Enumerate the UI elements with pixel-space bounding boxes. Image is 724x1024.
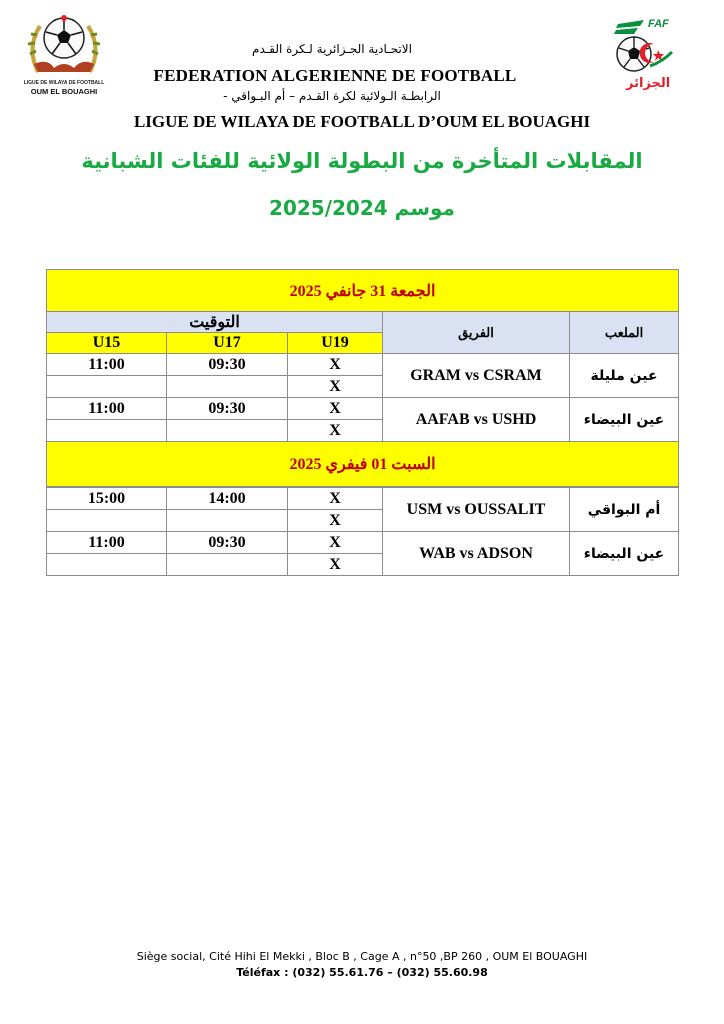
arabic-league-name: الرابطـة الـولائية لكرة القـدم – أم البـواقي - [223, 89, 441, 103]
empty-cell [47, 376, 167, 398]
empty-cell [47, 420, 167, 442]
day-header-row [47, 270, 679, 312]
u19-mark: X [288, 532, 383, 554]
match-row [47, 354, 679, 376]
u15-time: 11:00 [47, 354, 167, 376]
u19-mark: X [288, 554, 383, 576]
u15-time: 15:00 [47, 488, 167, 510]
schedule-table [46, 269, 679, 576]
u17-header: U17 [167, 333, 288, 354]
u19-mark: X [288, 488, 383, 510]
match-row [47, 488, 679, 510]
empty-cell [47, 510, 167, 532]
u15-time: 11:00 [47, 532, 167, 554]
team-header: الفريق [383, 312, 570, 354]
match-row [47, 532, 679, 554]
footer-address: Siège social, Cité Hihi El Mekki , Bloc B , Cage A , n°50 ,BP 260 , OUM El BOUAGHI [136, 950, 588, 963]
french-league-name: LIGUE DE WILAYA DE FOOTBALL D’OUM EL BOUAGHI [133, 112, 591, 131]
footer-phone: Téléfax : (032) 55.61.76 – (032) 55.60.98 [236, 966, 488, 979]
empty-cell [167, 420, 288, 442]
u17-time: 09:30 [167, 354, 288, 376]
league-logo-caption: LIGUE DE WILAYA DE FOOTBALL [23, 80, 105, 86]
time-header: التوقيت [47, 312, 383, 333]
u19-mark: X [288, 354, 383, 376]
day-date: السبت 01 فيفري 2025 [47, 442, 679, 487]
u19-mark: X [288, 398, 383, 420]
season-label: موسم 2025/2024 [269, 196, 455, 220]
match-venue: عين البيضاء [570, 398, 679, 442]
u17-time: 09:30 [167, 532, 288, 554]
match-venue: عين البيضاء [570, 532, 679, 576]
match-teams: WAB vs ADSON [383, 532, 570, 576]
document-title: المقابلات المتأخرة من البطولة الولائية للفئات الشبانية [81, 149, 643, 173]
league-logo-city: OUM EL BOUAGHI [30, 87, 98, 96]
arabic-federation-name: الاتحـادية الجـزائرية لـكرة القـدم [252, 42, 412, 56]
u19-mark: X [288, 510, 383, 532]
faf-logo-arabic: الجزائر [626, 76, 671, 91]
venue-header: الملعب [570, 312, 679, 354]
match-venue: أم البواقي [570, 488, 679, 532]
u19-mark: X [288, 420, 383, 442]
day-header-row [47, 442, 679, 487]
empty-cell [167, 554, 288, 576]
faf-logo-text: FAF [648, 18, 669, 30]
u17-time: 09:30 [167, 398, 288, 420]
u17-time: 14:00 [167, 488, 288, 510]
column-header-row [47, 312, 679, 333]
empty-cell [47, 554, 167, 576]
french-federation-name: FEDERATION ALGERIENNE DE FOOTBALL [153, 66, 517, 85]
match-teams: AAFAB vs USHD [383, 398, 570, 442]
u19-header: U19 [288, 333, 383, 354]
empty-cell [167, 376, 288, 398]
day-date: الجمعة 31 جانفي 2025 [47, 270, 679, 312]
empty-cell [167, 510, 288, 532]
match-teams: USM vs OUSSALIT [383, 488, 570, 532]
match-venue: عين مليلة [570, 354, 679, 398]
match-teams: GRAM vs CSRAM [383, 354, 570, 398]
match-row [47, 398, 679, 420]
u15-time: 11:00 [47, 398, 167, 420]
u15-header: U15 [47, 333, 167, 354]
u19-mark: X [288, 376, 383, 398]
